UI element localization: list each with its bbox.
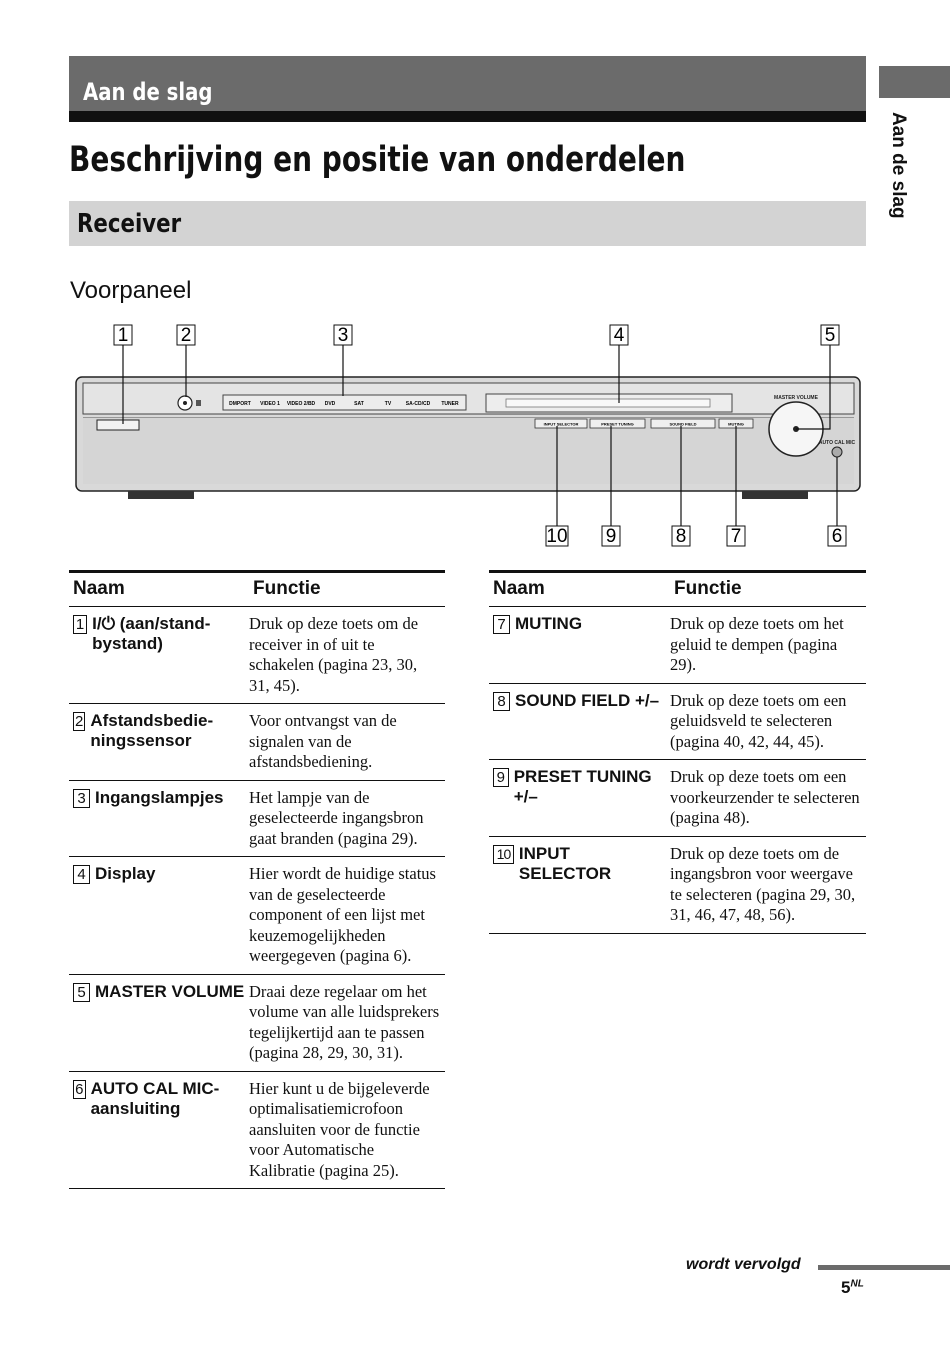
continued-rule <box>818 1265 950 1270</box>
auto-cal-jack <box>832 447 842 457</box>
panel-button-label: PRESET TUNING <box>601 421 634 427</box>
callout-number: 2 <box>180 325 192 346</box>
table-row <box>489 683 866 760</box>
part-function: Voor ontvangst van de signalen van de afstandsbediening. <box>249 704 445 781</box>
master-volume-label: MASTER VOLUME <box>774 395 818 401</box>
part-name: AUTO CAL MIC-aansluiting <box>90 1078 220 1118</box>
sub-section-bar <box>69 201 866 246</box>
table-row <box>489 836 866 933</box>
part-number-box: 5 <box>73 983 90 1002</box>
input-label: SA-CD/CD <box>405 401 431 407</box>
part-function: Hier wordt de huidige status van de geselecteerde component of een lijst met keuzemogelijkheden weergegeven (pagina 6). <box>249 857 445 975</box>
section-header-bar <box>69 56 866 122</box>
callout-number: 5 <box>824 325 836 346</box>
callout-number: 9 <box>605 526 617 547</box>
panel-button-label: SOUND FIELD <box>669 421 697 427</box>
side-tab-label: Aan de slag <box>888 112 909 219</box>
receiver-top-panel <box>83 383 854 414</box>
part-name-cell <box>489 607 670 684</box>
side-tab-marker <box>879 66 950 98</box>
callout-number: 4 <box>613 325 625 346</box>
part-name-cell <box>489 683 670 760</box>
table-row <box>69 704 445 781</box>
table-row <box>69 607 445 704</box>
part-name-cell <box>69 607 249 704</box>
table-row <box>69 857 445 975</box>
table-row <box>69 780 445 857</box>
input-label: VIDEO 2/BD <box>286 401 316 407</box>
input-label: TV <box>384 401 392 407</box>
col-header-function: Functie <box>670 572 866 607</box>
part-name-cell <box>69 857 249 975</box>
part-function: Druk op deze toets om de receiver in of uit te schakelen (pagina 23, 30, 31, 45). <box>249 607 445 704</box>
part-name-cell <box>489 760 670 837</box>
callout-number: 8 <box>675 526 687 547</box>
part-function: Druk op deze toets om een voorkeurzender te selecteren (pagina 48). <box>670 760 866 837</box>
button-row <box>535 419 753 428</box>
callout-number: 7 <box>730 526 742 547</box>
part-name: MASTER VOLUME <box>95 981 245 1001</box>
part-number-box: 6 <box>73 1080 86 1099</box>
part-name: Afstandsbedie-ningssensor <box>90 711 214 750</box>
part-name-cell <box>489 836 670 933</box>
part-number-box: 10 <box>493 845 514 864</box>
part-function: Hier kunt u de bijgeleverde optimalisatiemicrofoon aansluiten voor de functie voor Automatische Kalibratie (pagina 25). <box>249 1071 445 1189</box>
input-label: VIDEO 1 <box>260 401 280 407</box>
part-name: MUTING <box>515 614 583 633</box>
subheading: Voorpaneel <box>70 277 192 304</box>
receiver-foot-right <box>742 491 808 499</box>
page-number <box>841 1278 864 1298</box>
part-number-box: 8 <box>493 692 510 711</box>
callout-number: 3 <box>337 325 349 346</box>
page-title: Beschrijving en positie van onderdelen <box>69 140 686 180</box>
part-name: Display <box>95 864 156 883</box>
part-name: SOUND FIELD +/– <box>515 690 660 710</box>
part-function: Het lampje van de geselecteerde ingangsbron gaat branden (pagina 29). <box>249 780 445 857</box>
part-number-box: 4 <box>73 865 90 884</box>
section-title: Aan de slag <box>83 78 213 106</box>
part-name: Ingangslampjes <box>95 787 224 807</box>
sub-section-title: Receiver <box>77 209 182 239</box>
part-name: I/⏻ (aan/stand-bystand) <box>92 614 211 653</box>
page-number-suffix: NL <box>850 1278 864 1290</box>
callout-number: 6 <box>831 526 843 547</box>
part-function: Druk op deze toets om een geluidsveld te selecteren (pagina 40, 42, 44, 45). <box>670 683 866 760</box>
power-button <box>97 420 139 430</box>
part-function: Druk op deze toets om de ingangsbron voor weergave te selecteren (pagina 29, 30, 31, 46, 47, 48, 56). <box>670 836 866 933</box>
part-number-box: 9 <box>493 768 509 787</box>
panel-button-label: INPUT SELECTOR <box>543 421 579 427</box>
part-name-cell <box>69 704 249 781</box>
part-function: Draai deze regelaar om het volume van alle luidsprekers tegelijkertijd aan te passen (pagina 28, 29, 30, 31). <box>249 974 445 1071</box>
part-name: INPUT SELECTOR <box>518 843 612 883</box>
input-label: SAT <box>354 401 364 407</box>
table-row <box>69 1071 445 1189</box>
part-number-box: 7 <box>493 615 510 634</box>
col-header-name: Naam <box>489 572 670 607</box>
panel-button-label: MUTING <box>728 421 744 427</box>
col-header-name: Naam <box>69 572 249 607</box>
front-panel-diagram <box>70 318 870 558</box>
table-row <box>489 607 866 684</box>
callout-number: 1 <box>117 325 129 346</box>
part-name-cell <box>69 974 249 1071</box>
part-name: PRESET TUNING +/– <box>513 767 652 806</box>
input-label: DVD <box>324 401 336 407</box>
parts-table-right <box>489 570 866 934</box>
input-label: DMPORT <box>229 401 251 407</box>
part-number-box: 3 <box>73 789 90 808</box>
table-row <box>489 760 866 837</box>
page-number-value: 5 <box>841 1278 851 1297</box>
auto-cal-label: AUTO CAL MIC <box>818 440 856 446</box>
continued-note: wordt vervolgd <box>686 1256 801 1273</box>
table-row <box>69 974 445 1071</box>
receiver-foot-left <box>128 491 194 499</box>
part-function: Druk op deze toets om het geluid te dempen (pagina 29). <box>670 607 866 684</box>
part-name-cell <box>69 780 249 857</box>
part-number-box: 2 <box>73 712 85 731</box>
part-name-cell <box>69 1071 249 1189</box>
input-label: TUNER <box>441 401 459 407</box>
col-header-function: Functie <box>249 572 445 607</box>
parts-table-left <box>69 570 445 1189</box>
part-number-box: 1 <box>73 615 87 634</box>
callout-number: 10 <box>546 526 568 547</box>
